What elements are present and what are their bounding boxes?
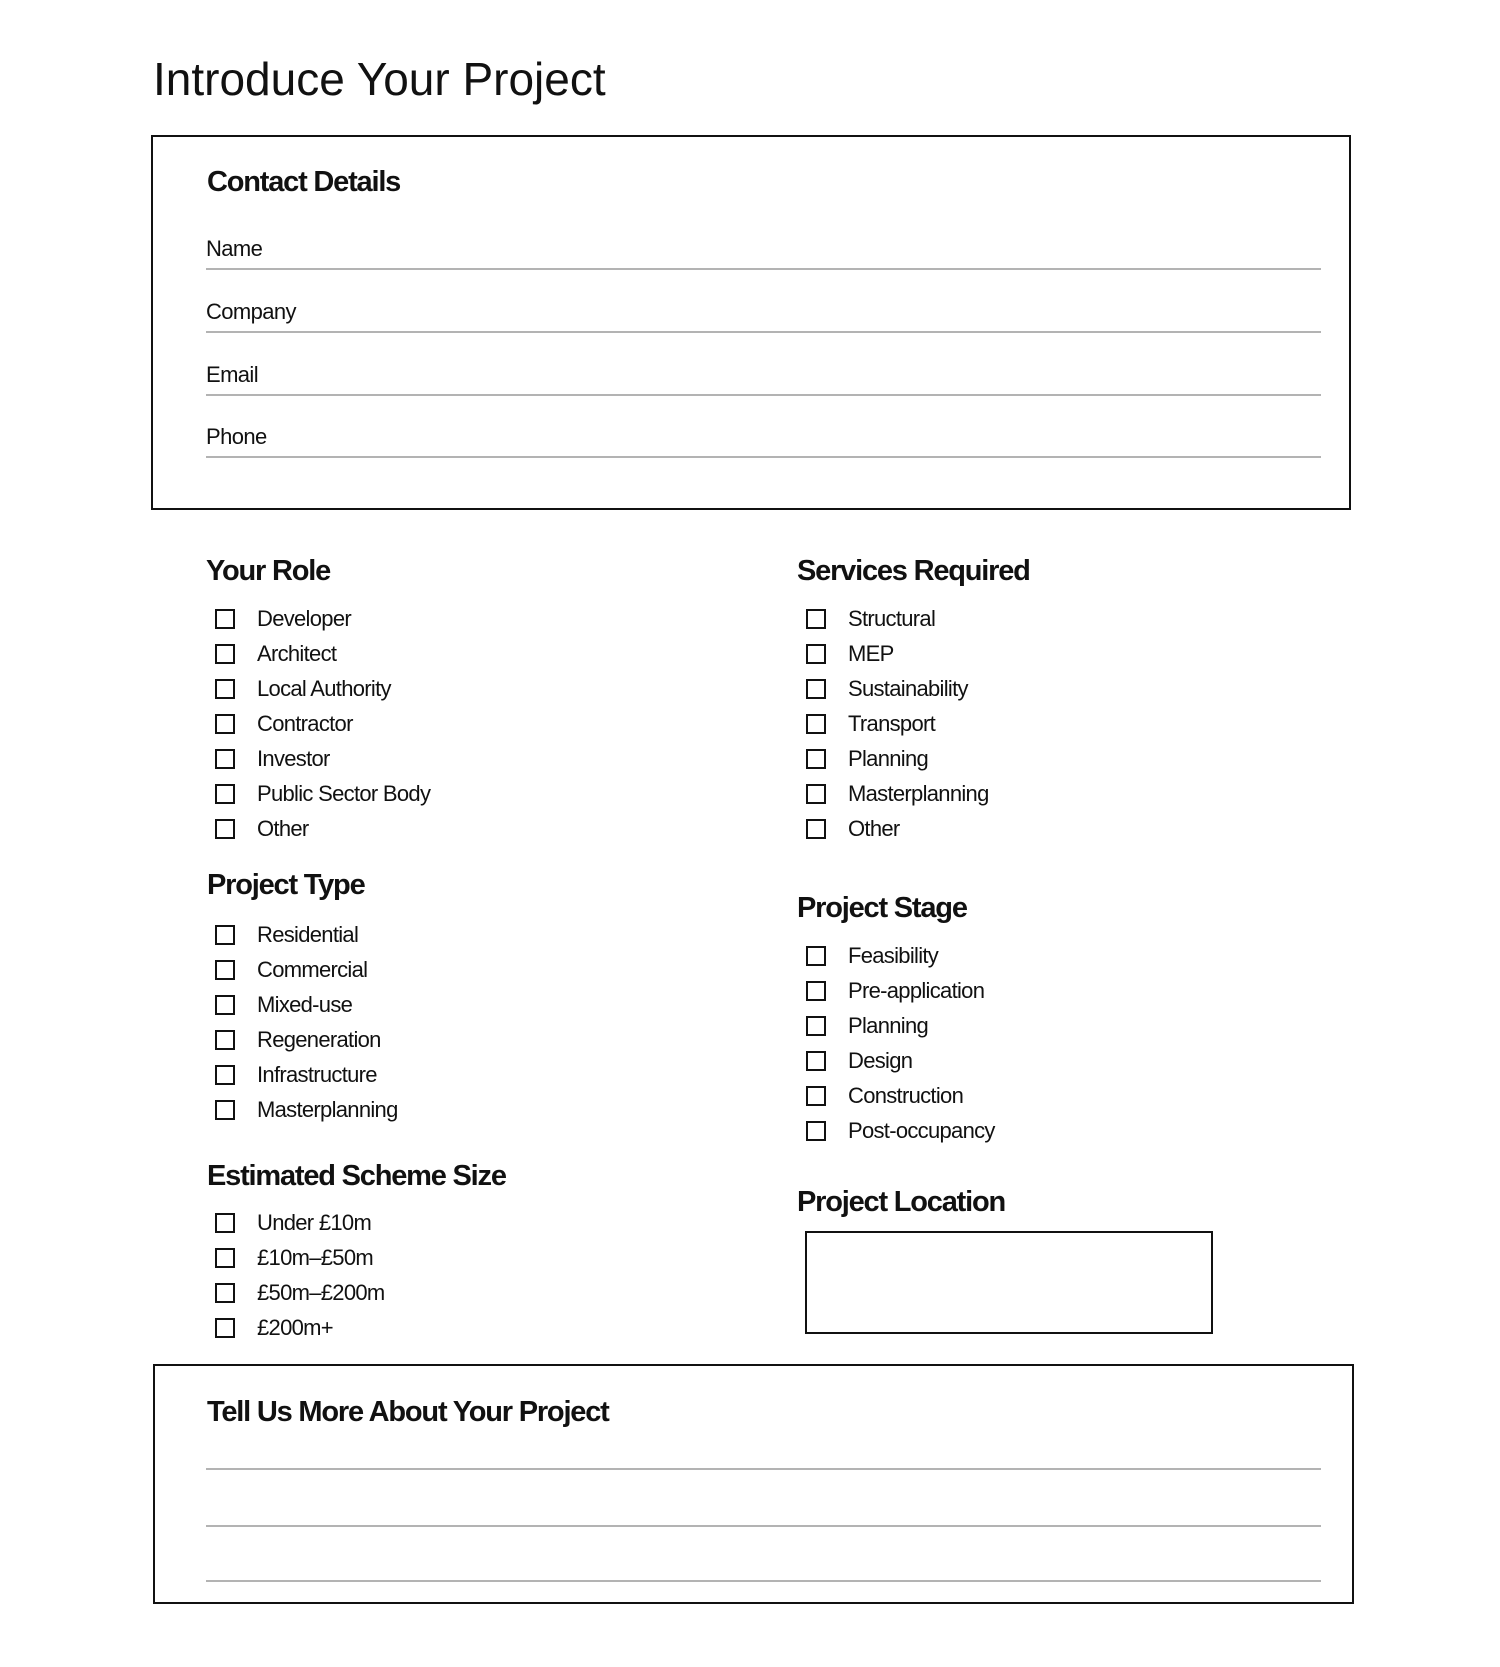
option-commercial[interactable] [206,952,398,987]
option-50m-200m[interactable] [206,1275,385,1310]
option-local-authority[interactable] [206,671,430,706]
option-label: Other [848,815,900,841]
tell-us-more-heading: Tell Us More About Your Project [207,1396,609,1428]
checkbox[interactable] [806,784,826,804]
option-regeneration[interactable] [206,1022,398,1057]
option-infrastructure[interactable] [206,1057,398,1092]
checkbox[interactable] [215,1318,235,1338]
checkbox[interactable] [215,960,235,980]
checkbox[interactable] [806,1086,826,1106]
writing-line[interactable] [206,1580,1321,1582]
option-structural[interactable] [797,601,989,636]
option-transport[interactable] [797,706,989,741]
checkbox[interactable] [215,749,235,769]
option-label: Masterplanning [848,780,989,806]
page-title: Introduce Your Project [153,53,606,105]
checkbox[interactable] [806,981,826,1001]
option-label: Sustainability [848,675,968,701]
option-10m-50m[interactable] [206,1240,385,1275]
option-label: MEP [848,640,894,666]
checkbox[interactable] [215,784,235,804]
checkbox[interactable] [806,1121,826,1141]
option-label: Local Authority [257,675,391,701]
option-feasibility[interactable] [797,938,995,973]
option-label: Under £10m [257,1209,372,1235]
option-label: Public Sector Body [257,780,431,806]
option-label: Investor [257,745,330,771]
company-field[interactable] [206,287,1321,333]
option-under-10m[interactable] [206,1205,385,1240]
option-other[interactable] [797,811,989,846]
option-label: £50m–£200m [257,1279,385,1305]
checkbox[interactable] [806,644,826,664]
email-field[interactable] [206,350,1321,396]
option-pre-application[interactable] [797,973,995,1008]
option-label: Structural [848,605,936,631]
option-design[interactable] [797,1043,995,1078]
option-sustainability[interactable] [797,671,989,706]
phone-label: Phone [206,424,267,449]
project-type-heading: Project Type [207,869,365,901]
checkbox[interactable] [806,714,826,734]
option-label: Regeneration [257,1026,381,1052]
option-architect[interactable] [206,636,430,671]
project-type-options [206,917,398,1127]
option-label: £10m–£50m [257,1244,373,1270]
checkbox[interactable] [215,1248,235,1268]
checkbox[interactable] [215,1100,235,1120]
checkbox[interactable] [215,1213,235,1233]
option-label: Commercial [257,956,368,982]
writing-line[interactable] [206,1525,1321,1527]
project-location-heading: Project Location [797,1186,1005,1218]
project-stage-options [797,938,995,1148]
option-planning[interactable] [797,1008,995,1043]
option-residential[interactable] [206,917,398,952]
contact-details-heading: Contact Details [207,166,401,198]
checkbox[interactable] [215,1030,235,1050]
option-masterplanning[interactable] [797,776,989,811]
checkbox[interactable] [215,819,235,839]
option-masterplanning[interactable] [206,1092,398,1127]
project-location-input[interactable] [805,1231,1213,1334]
option-mixed-use[interactable] [206,987,398,1022]
option-construction[interactable] [797,1078,995,1113]
services-required-options [797,601,989,846]
project-stage-heading: Project Stage [797,892,967,924]
option-investor[interactable] [206,741,430,776]
option-contractor[interactable] [206,706,430,741]
option-label: Pre-application [848,977,985,1003]
checkbox[interactable] [215,1283,235,1303]
option-label: Transport [848,710,936,736]
option-label: Feasibility [848,942,939,968]
your-role-heading: Your Role [206,555,331,587]
checkbox[interactable] [215,714,235,734]
name-label: Name [206,236,263,261]
option-label: Other [257,815,309,841]
services-required-heading: Services Required [797,555,1030,587]
checkbox[interactable] [215,609,235,629]
option-label: Masterplanning [257,1096,398,1122]
option-label: Contractor [257,710,353,736]
scheme-size-options [206,1205,385,1345]
email-label: Email [206,362,259,387]
checkbox[interactable] [806,679,826,699]
checkbox[interactable] [215,679,235,699]
checkbox[interactable] [215,995,235,1015]
option-post-occupancy[interactable] [797,1113,995,1148]
option-public-sector-body[interactable] [206,776,430,811]
checkbox[interactable] [806,609,826,629]
option-label: Post-occupancy [848,1117,995,1143]
writing-line[interactable] [206,1468,1321,1470]
option-label: Architect [257,640,337,666]
option-mep[interactable] [797,636,989,671]
name-field[interactable] [206,224,1321,270]
checkbox[interactable] [215,925,235,945]
option-200m-plus[interactable] [206,1310,385,1345]
option-label: £200m+ [257,1314,333,1340]
your-role-options [206,601,430,846]
option-label: Planning [848,1012,929,1038]
option-label: Infrastructure [257,1061,377,1087]
option-label: Design [848,1047,913,1073]
company-label: Company [206,299,296,324]
option-label: Residential [257,921,359,947]
scheme-size-heading: Estimated Scheme Size [207,1160,506,1192]
phone-field[interactable] [206,412,1321,458]
option-label: Construction [848,1082,964,1108]
option-developer[interactable] [206,601,430,636]
checkbox[interactable] [806,819,826,839]
checkbox[interactable] [215,1065,235,1085]
checkbox[interactable] [806,946,826,966]
checkbox[interactable] [806,1051,826,1071]
option-label: Planning [848,745,929,771]
option-label: Mixed-use [257,991,353,1017]
checkbox[interactable] [215,644,235,664]
option-other[interactable] [206,811,430,846]
option-label: Developer [257,605,351,631]
checkbox[interactable] [806,749,826,769]
checkbox[interactable] [806,1016,826,1036]
option-planning[interactable] [797,741,989,776]
